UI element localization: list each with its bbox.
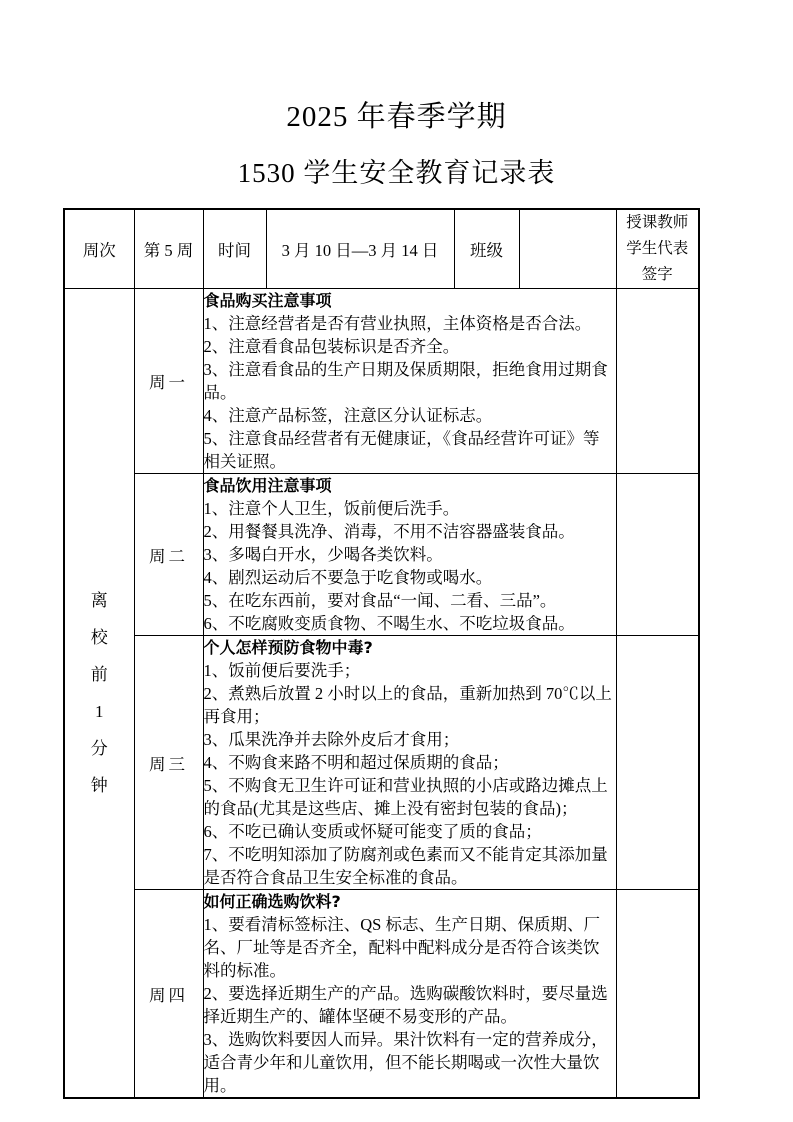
- content-cell-tuesday: [203, 474, 616, 636]
- content-item: 5、注意食品经营者有无健康证，《食品经营许可证》等相关证照。: [203, 429, 600, 471]
- before-dismissal-one-minute-label-cell: [64, 289, 134, 1099]
- week-number-value: 第 5 周: [134, 209, 203, 289]
- document-subtitle: 1530 学生安全教育记录表: [237, 158, 556, 188]
- content-item: 3、瓜果洗净并去除外皮后才食用；: [203, 730, 460, 749]
- time-value: 3 月 10 日—3 月 14 日: [266, 209, 454, 289]
- safety-education-record-table: [63, 208, 700, 1099]
- content-cell-monday: [203, 289, 616, 474]
- content-item: 1、饭前便后要洗手；: [203, 661, 361, 680]
- sign-header-line: 学生代表: [626, 240, 689, 257]
- topic-heading: 食品饮用注意事项: [203, 476, 332, 495]
- day-cell-monday: 周一: [134, 289, 203, 474]
- content-item: 4、剧烈运动后不要急于吃食物或喝水。: [203, 568, 493, 587]
- signature-cell-thursday: [616, 890, 699, 1099]
- content-item: 2、用餐餐具洗净、消毒，不用不洁容器盛装食品。: [203, 522, 575, 541]
- signature-cell-wednesday: [616, 636, 699, 890]
- class-value-cell: [519, 209, 616, 289]
- content-item: 3、注意看食品的生产日期及保质期限，拒绝食用过期食品。: [203, 360, 608, 402]
- content-item: 4、不购食来路不明和超过保质期的食品；: [203, 753, 509, 772]
- day-cell-wednesday: 周三: [134, 636, 203, 890]
- table-header-row: [64, 209, 699, 289]
- day-cell-tuesday: 周二: [134, 474, 203, 636]
- content-item: 4、注意产品标签，注意区分认证标志。: [203, 406, 493, 425]
- content-item: 5、不购食无卫生许可证和营业执照的小店或路边摊点上的食品(尤其是这些店、摊上没有密封包装的食品)；: [203, 776, 608, 818]
- sign-header-line: 授课教师: [626, 214, 689, 231]
- signature-cell-monday: [616, 289, 699, 474]
- topic-heading: 个人怎样预防食物中毒?: [203, 638, 373, 657]
- content-item: 6、不吃已确认变质或怀疑可能变了质的食品；: [203, 822, 542, 841]
- document-title: 2025 年春季学期: [286, 101, 507, 133]
- content-item: 1、要看清标签标注、QS 标志、生产日期、保质期、厂名、厂址等是否齐全，配料中配料成分是否符合该类饮料的标准。: [203, 915, 600, 980]
- sign-header-line: 签字: [641, 266, 673, 283]
- table-row-thursday: [64, 890, 699, 1099]
- table-row-wednesday: [64, 636, 699, 890]
- teacher-representative-signature-header: [616, 209, 699, 289]
- day-cell-thursday: 周四: [134, 890, 203, 1099]
- content-item: 5、在吃东西前，要对食品“一闻、二看、三品”。: [203, 591, 557, 610]
- content-item: 1、注意个人卫生，饭前便后洗手。: [203, 499, 460, 518]
- content-cell-wednesday: [203, 636, 616, 890]
- vertical-left-label: 离校前1分钟: [90, 591, 108, 795]
- content-item: 3、多喝白开水，少喝各类饮料。: [203, 545, 443, 564]
- content-item: 2、要选择近期生产的产品。选购碳酸饮料时，要尽量选择近期生产的、罐体坚硬不易变形的产品。: [203, 984, 608, 1026]
- class-label: 班级: [454, 209, 519, 289]
- table-row-tuesday: [64, 474, 699, 636]
- content-item: 3、选购饮料要因人而异。果汁饮料有一定的营养成分，适合青少年和儿童饮用，但不能长期喝或一次性大量饮用。: [203, 1030, 608, 1095]
- content-item: 7、不吃明知添加了防腐剂或色素而又不能肯定其添加量是否符合食品卫生安全标准的食品。: [203, 845, 608, 887]
- content-item: 1、注意经营者是否有营业执照，主体资格是否合法。: [203, 314, 592, 333]
- time-label: 时间: [203, 209, 266, 289]
- content-item: 2、煮熟后放置 2 小时以上的食品，重新加热到 70℃以上再食用；: [203, 684, 612, 726]
- topic-heading: 食品购买注意事项: [203, 291, 332, 310]
- table-row-monday: [64, 289, 699, 474]
- content-item: 2、注意看食品包装标识是否齐全。: [203, 337, 460, 356]
- topic-heading: 如何正确选购饮料?: [203, 892, 341, 911]
- content-cell-thursday: [203, 890, 616, 1099]
- content-item: 6、不吃腐败变质食物、不喝生水、不吃垃圾食品。: [203, 614, 575, 633]
- signature-cell-tuesday: [616, 474, 699, 636]
- week-number-label: 周次: [64, 209, 134, 289]
